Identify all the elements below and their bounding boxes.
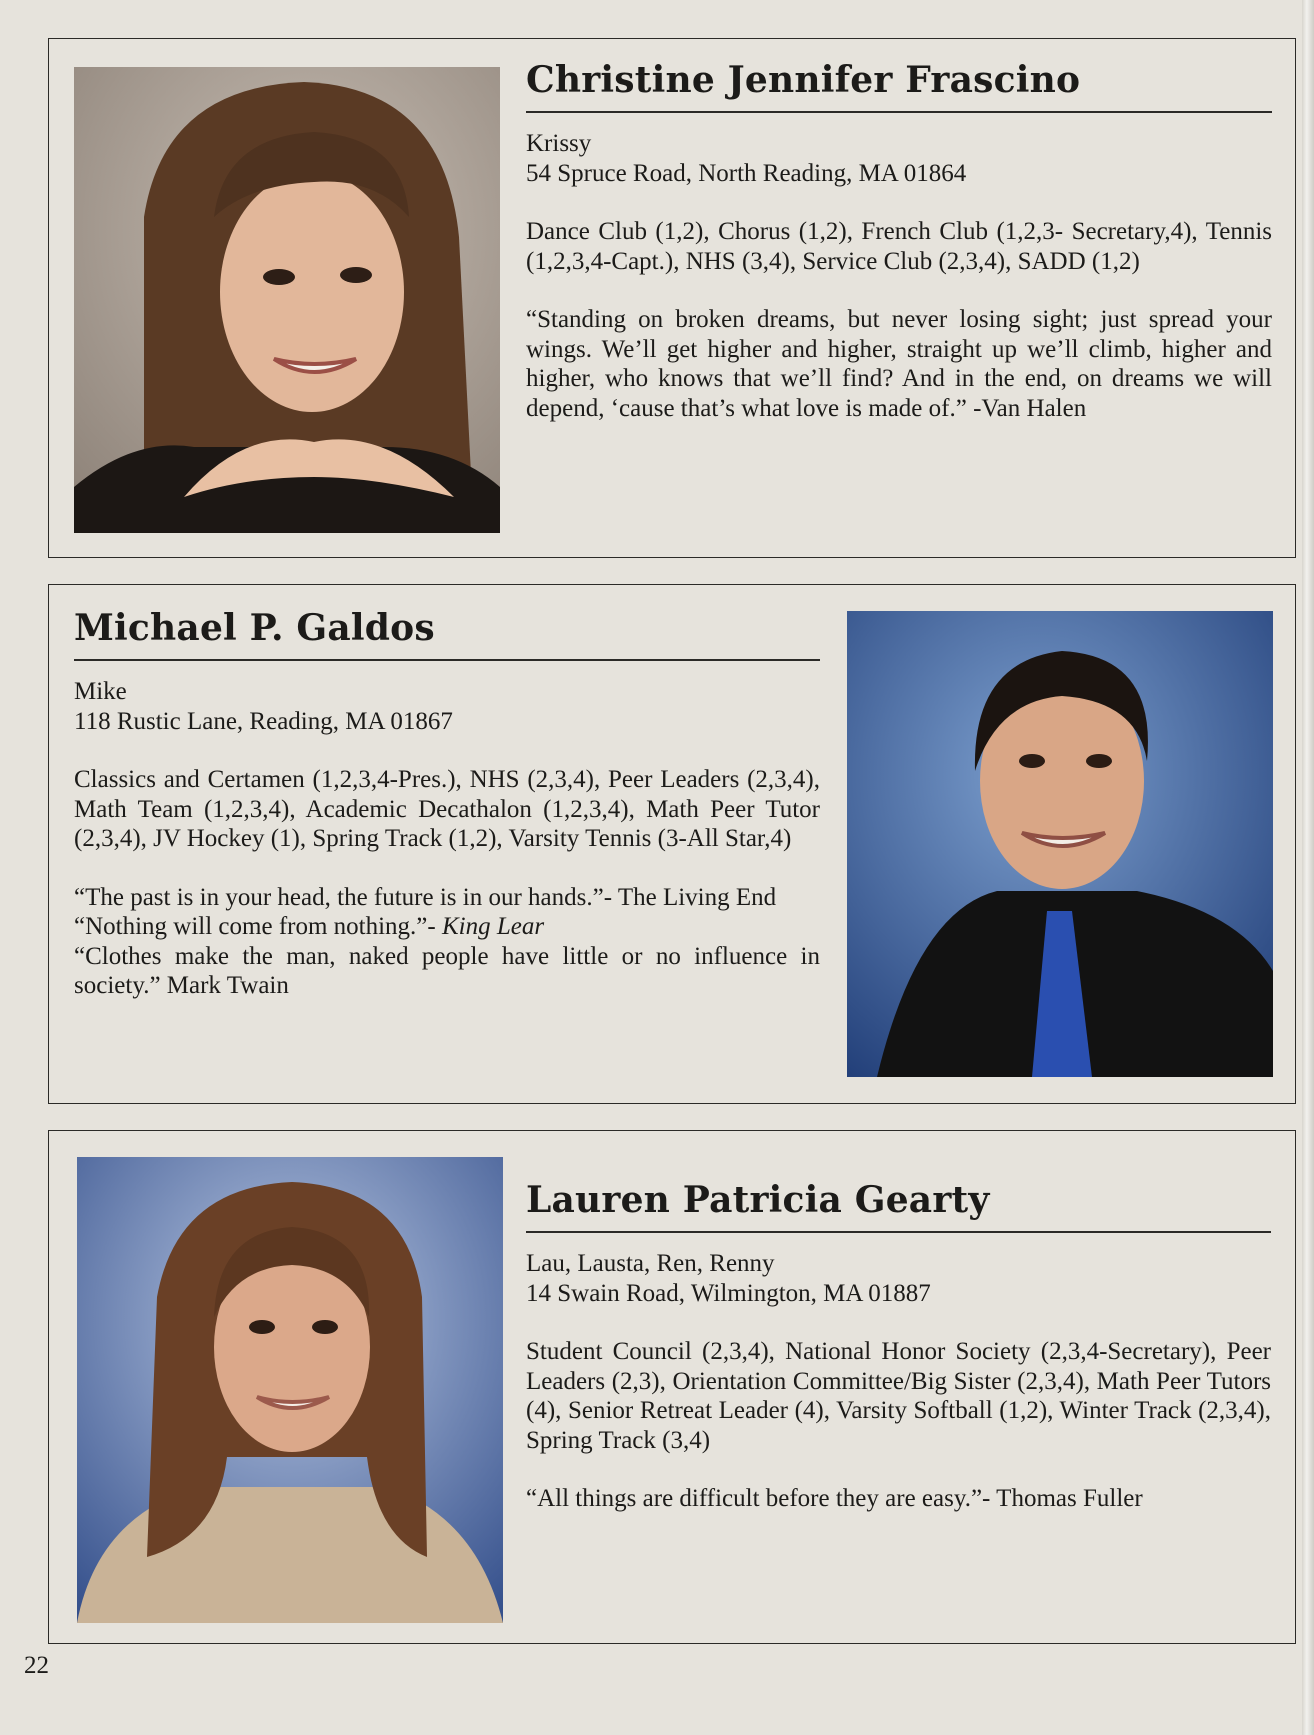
activities: Dance Club (1,2), Chorus (1,2), French Club (1,2,3- Secretary,4), Tennis (1,2,3,4-Capt.), NHS (3,4), Service Club (2,3,4), SADD (1,2) <box>526 218 1272 275</box>
senior-quote-3: “Clothes make the man, naked people have little or no influence in society.” Mark Twain <box>74 942 820 999</box>
student-name: Lauren Patricia Gearty <box>526 1179 1271 1233</box>
page-edge <box>1302 0 1314 1735</box>
student-name: Michael P. Galdos <box>74 607 820 661</box>
portrait-image <box>74 67 500 533</box>
activities: Student Council (2,3,4), National Honor Society (2,3,4-Secretary), Peer Leaders (2,3), Orientation Committee/Big Sister (2,3,4), Math Peer Tutors (4), Senior Retreat Leader (4), Varsity Softball (1,2), Winter Track (2,3,4), Spring Track (3,4) <box>526 1338 1271 1454</box>
senior-entry-frascino <box>48 38 1296 558</box>
quote-2-source: King Lear <box>441 913 545 940</box>
nickname: Krissy <box>526 130 592 157</box>
senior-quote-2 <box>74 912 820 942</box>
entry-text-frascino <box>526 59 1272 423</box>
portrait-photo-galdos <box>847 611 1273 1077</box>
page-number: 22 <box>24 1652 49 1679</box>
address: 54 Spruce Road, North Reading, MA 01864 <box>526 159 967 187</box>
senior-entry-gearty <box>48 1130 1296 1644</box>
entry-text-galdos <box>74 607 820 1001</box>
nickname: Mike <box>74 678 127 705</box>
senior-quote: “Standing on broken dreams, but never losing sight; just spread your wings. We’ll get higher and higher, straight up we’ll climb, higher and higher, who knows that we’ll find? And in the end, on dreams we will depend, ‘cause that’s what love is made of.” -Van Halen <box>526 306 1272 422</box>
senior-quote-1: “The past is in your head, the future is in our hands.”- The Living End <box>74 883 777 911</box>
portrait-photo-gearty <box>77 1157 503 1623</box>
senior-entry-galdos <box>48 584 1296 1104</box>
senior-quote: “All things are difficult before they are easy.”- Thomas Fuller <box>526 1485 1143 1512</box>
address: 14 Swain Road, Wilmington, MA 01887 <box>526 1279 931 1307</box>
address: 118 Rustic Lane, Reading, MA 01867 <box>74 707 453 735</box>
entry-text-gearty <box>526 1179 1271 1514</box>
activities: Classics and Certamen (1,2,3,4-Pres.), NHS (2,3,4), Peer Leaders (2,3,4), Math Team (1,2,3,4), Academic Decathalon (1,2,3,4), Math Peer Tutor (2,3,4), JV Hockey (1), Spring Track (1,2), Varsity Tennis (3-All Star,4) <box>74 766 820 852</box>
portrait-photo-frascino <box>74 67 500 533</box>
student-name: Christine Jennifer Frascino <box>526 59 1272 113</box>
nickname: Lau, Lausta, Ren, Renny <box>526 1250 775 1277</box>
portrait-image <box>77 1157 503 1623</box>
quote-2-text: “Nothing will come from nothing.”- <box>74 913 442 940</box>
portrait-image <box>847 611 1273 1077</box>
